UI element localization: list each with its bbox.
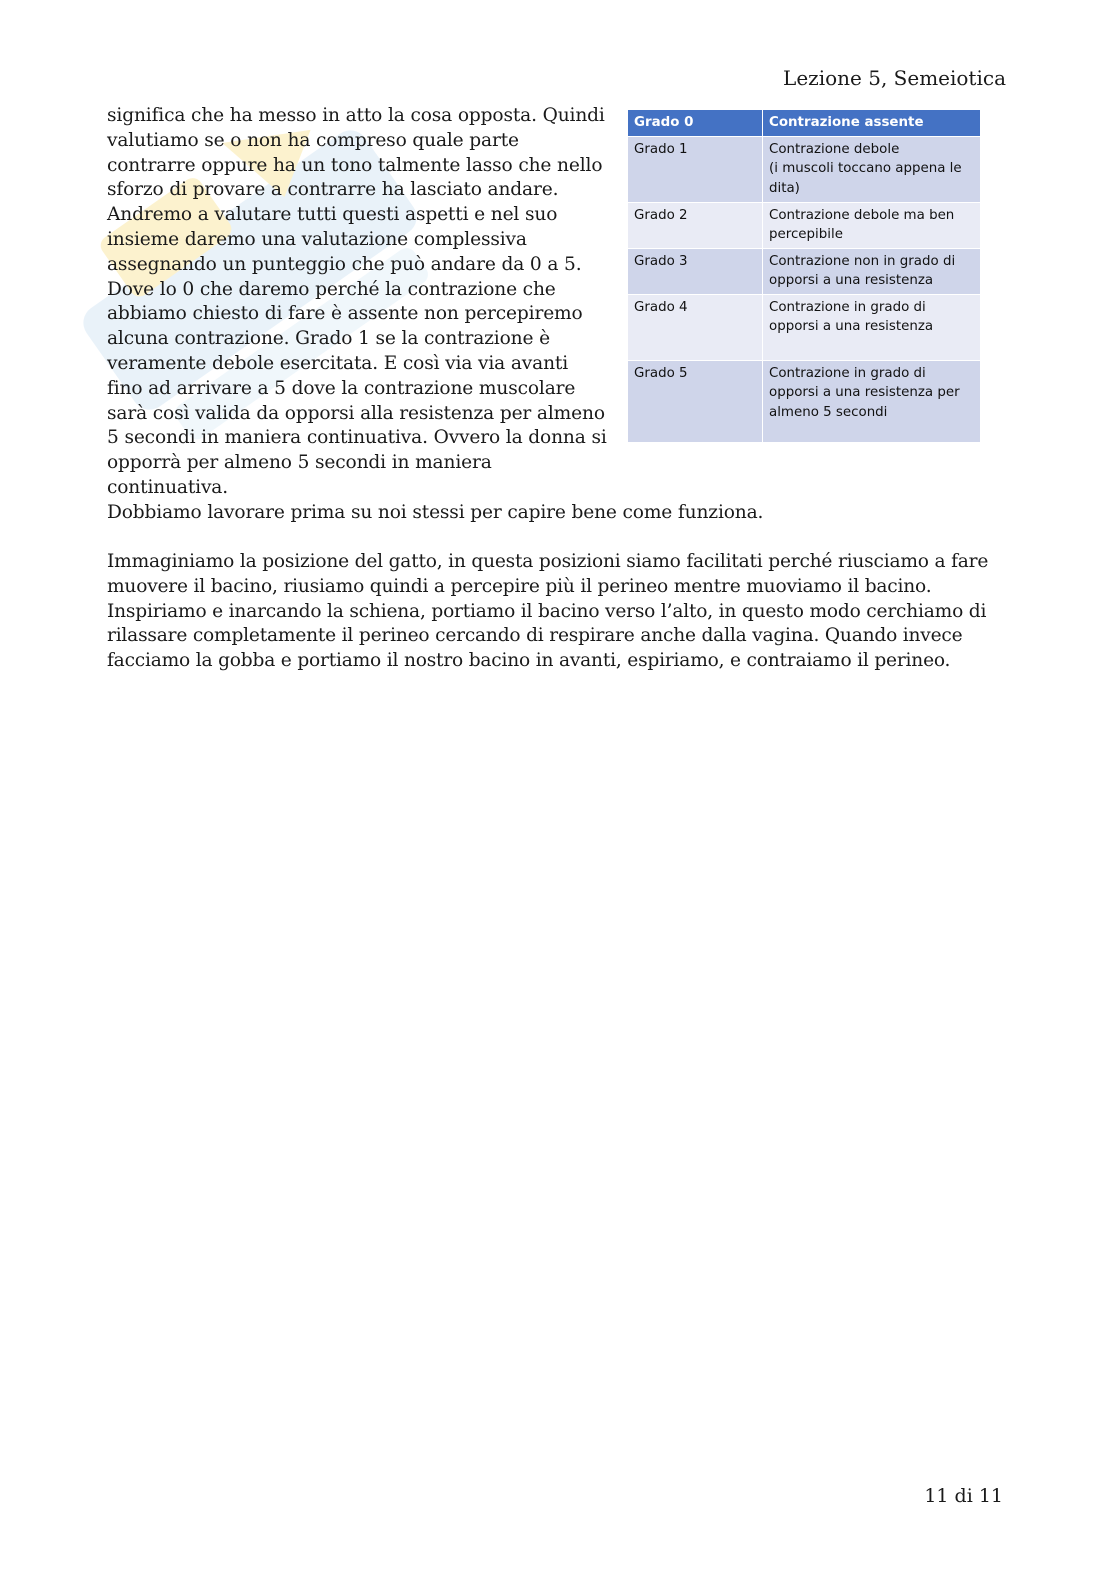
paragraph: significa che ha messo in atto la cosa opposta. Quindi valutiamo se o non ha compreso quale parte contrarre oppure ha un tono talmente lasso che nello sforzo di provare a contrarre ha lasciato andare. Andremo a valutare tutti questi aspetti e nel suo insieme daremo una valutazione complessiva assegnando un punteggio che può andare da 0 a 5. Dove lo 0 che daremo perché la contrazione che abbiamo chiesto di fare è assente non percepiremo alcuna contrazione. Grado 1 se la contrazione è veramente debole esercitata. E così via via avanti fino ad arrivare a 5 dove la contrazione muscolare sarà così valida da opporsi alla resistenza per almeno 5 secondi in maniera continuativa. Ovvero la donna si opporrà per almeno 5 secondi in maniera continuativa. xyxy=(107,105,607,498)
table-row xyxy=(628,360,981,442)
table-header-cell: Contrazione assente xyxy=(763,110,981,137)
table-cell: Grado 2 xyxy=(628,202,763,248)
table-cell: Grado 4 xyxy=(628,294,763,360)
table-cell: Grado 3 xyxy=(628,248,763,294)
page-header: Lezione 5, Semeiotica xyxy=(783,66,1006,90)
table-row xyxy=(628,294,981,360)
table-row xyxy=(628,136,981,202)
table-row xyxy=(628,248,981,294)
grades-table xyxy=(627,109,981,443)
paragraph: Immaginiamo la posizione del gatto, in questa posizioni siamo facilitati perché riusciamo a fare muovere il bacino, riusiamo quindi a percepire più il perineo mentre muoviamo il bacino. Inspiriamo e inarcando la schiena, portiamo il bacino verso l’alto, in questo modo cerchiamo di rilassare completamente il perineo cercando di respirare anche dalla vagina. Quando invece facciamo la gobba e portiamo il nostro bacino in avanti, espiriamo, e contraiamo il perineo. xyxy=(107,551,989,672)
table-header-cell: Grado 0 xyxy=(628,110,763,137)
table-header-row xyxy=(628,110,981,137)
table-cell: Grado 5 xyxy=(628,360,763,442)
body-text-line: Dobbiamo lavorare prima su noi stessi per capire bene come funziona. xyxy=(107,502,764,523)
table-cell: Contrazione debole (i muscoli toccano appena le dita) xyxy=(763,136,981,202)
body-text-paragraph xyxy=(107,550,1007,674)
table-cell: Grado 1 xyxy=(628,136,763,202)
table-row xyxy=(628,202,981,248)
page-number: 11 di 11 xyxy=(924,1485,1003,1507)
table-cell: Contrazione debole ma ben percepibile xyxy=(763,202,981,248)
table-cell: Contrazione non in grado di opporsi a una resistenza xyxy=(763,248,981,294)
table-cell: Contrazione in grado di opporsi a una resistenza per almeno 5 secondi xyxy=(763,360,981,442)
body-text-wrapped xyxy=(107,104,607,501)
table-cell: Contrazione in grado di opporsi a una resistenza xyxy=(763,294,981,360)
